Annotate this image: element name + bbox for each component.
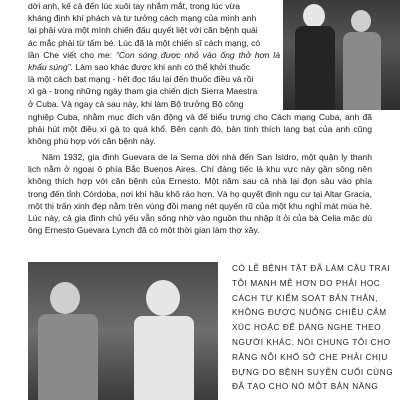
pull-quote (232, 262, 394, 395)
photo-figure-body (343, 32, 381, 110)
pull-quote-line: CÁCH TỰ KIỂM SOÁT BẢN THÂN, (232, 293, 379, 303)
pull-quote-line: CÓ LẼ BỆNH TẬT ĐÃ LÀM CẬU TRAI (232, 264, 391, 273)
photo-family-top (283, 0, 400, 110)
paragraph-1 (28, 0, 280, 110)
text-line: ác mắc phải từ tấm bé. Lúc đã là một chiến sĩ cách mạng, có (28, 37, 261, 48)
text-line: kháng định khí phách và tư tưởng cách mạng của mình anh (28, 13, 257, 24)
photo-figure-head (351, 10, 371, 32)
text-line: là một cách bạt mạng - hết đọc tấu lại đến thuốc điều và rồi (28, 74, 254, 85)
pull-quote-line: RẰNG NỖI KHỔ SỞ CHE PHẢI CHỊU (232, 352, 388, 362)
pull-quote-line: TÔI MẠNH MẼ HƠN DO PHẢI HỌC (232, 278, 381, 288)
photo-figure-head (303, 4, 325, 28)
text-line: lại phải vừa một mình chiến đấu quyết liệt với căn bệnh quái (28, 25, 258, 36)
photo-figure-body (134, 316, 194, 400)
text-line: ở Cuba. Và ngay cả sau này, khi làm Bộ trưởng Bộ công (28, 98, 244, 109)
text-fragment: lần Che viết cho me: (28, 49, 113, 60)
photo-figure-body (38, 314, 98, 400)
text-line: dời anh, kế cả đến lúc xuôi tay nhắm mắt, trong lúc vừa (28, 1, 241, 11)
pull-quote-line: ĐÃ TẠO CHO NÓ MỘT BẢN NĂNG (232, 382, 379, 392)
text-line: xì gà - trong những ngày tham gia chiến dịch Sierra Maestra (28, 86, 258, 97)
paragraph-3: Năm 1932, gia đình Guevara de la Serna dời nhà đến San Isidro, một quận ly thanh lịch nằm ở ngoại ô phía Bắc Buenos Aires. Chí đáng tiếc là khu vực này gần sông nên không thích hợp với căn bệnh của Ernesto. Một năm sau cả nhà lại đọn sâu vào phía trong đến tỉnh Córdoba, nơi khí hậu khô ráo hơn. Và họ quyết định ngụ cư tại Altar Gracia, một thị trấn xinh đẹp nằm trên vùng đồi mang nét quyến rũ của một khu nghỉ mát mùa hè. Lúc này, cả gia đình chủ yếu vẫn sống nhờ vào nguồn thu nhập ít ỏi của bà Celia mặc dù ông Ernesto Guevara Lynch đã có một thời gian làm thợ xây. (28, 152, 372, 236)
photo-figure-body (295, 26, 335, 110)
photo-figure-head (50, 282, 80, 314)
pull-quote-line: ĐỰNG DO BỆNH SUYỄN CUỐI CÙNG (232, 367, 394, 377)
quote-inline: “Con sóng được nhỏ vào ống thở hơn là khẩu súng” (28, 49, 280, 73)
pull-quote-line: XÚC HOẶC ĐỂ DÀNG NGHE THEO (232, 323, 382, 333)
paragraph-2: nghiệp Cuba, nhằm mục đích vận động và để biểu trưng cho Cách mạng Cuba, anh đã phải hút một điều xì gà to quá khổ. Bên cạnh đó, bản tính thích lang bạt của anh cũng không phù hợp với căn bệnh này. (28, 112, 372, 147)
text-fragment: . Làm sao khác được khi anh có thể khởi thuốc (70, 62, 250, 73)
pull-quote-line: KHÔNG ĐƯỢC NUÔNG CHIỀU CẢM (232, 308, 387, 318)
pull-quote-line: NGƯỜI KHÁC. NÓI CHUNG TÔI CHO (232, 337, 391, 347)
photo-figure-head (146, 280, 180, 316)
photo-children-bottom (28, 262, 218, 400)
text-line (28, 49, 280, 73)
